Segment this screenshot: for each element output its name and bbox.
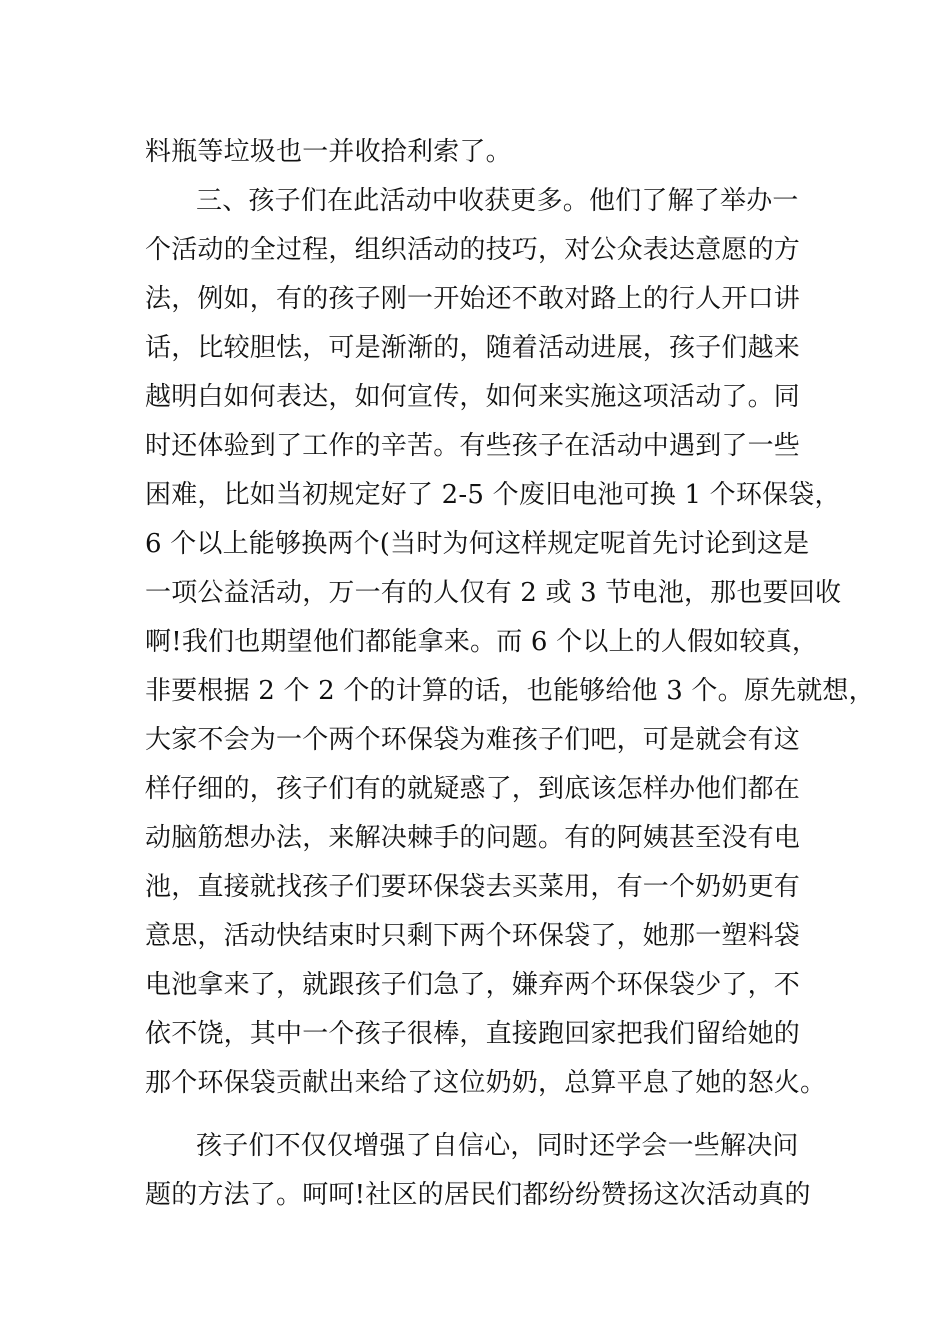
text-line: 样仔细的，孩子们有的就疑惑了，到底该怎样办他们都在 [145,774,801,804]
text-line: 电池拿来了，就跟孩子们急了，嫌弃两个环保袋少了，不 [145,970,801,1000]
text-line: 个活动的全过程，组织活动的技巧，对公众表达意愿的方 [145,235,801,265]
text-line: 一项公益活动，万一有的人仅有 2 或 3 节电池，那也要回收 [145,578,842,608]
text-line: 大家不会为一个两个环保袋为难孩子们吧，可是就会有这 [145,725,801,755]
text-line: 那个环保袋贡献出来给了这位奶奶，总算平息了她的怒火。 [145,1068,827,1098]
text-line: 意思，活动快结束时只剩下两个环保袋了，她那一塑料袋 [145,921,801,951]
text-line: 话，比较胆怯，可是渐渐的，随着活动进展，孩子们越来 [145,333,801,363]
paragraph-start-line: 孩子们不仅仅增强了自信心，同时还学会一些解决问 [196,1131,799,1161]
text-line: 依不饶，其中一个孩子很棒，直接跑回家把我们留给她的 [145,1019,801,1049]
text-line: 动脑筋想办法，来解决棘手的问题。有的阿姨甚至没有电 [145,823,801,853]
text-line: 法，例如，有的孩子刚一开始还不敢对路上的行人开口讲 [145,284,801,314]
text-line: 啊!我们也期望他们都能拿来。而 6 个以上的人假如较真， [145,627,819,657]
text-line: 时还体验到了工作的辛苦。有些孩子在活动中遇到了一些 [145,431,801,461]
text-line: 困难，比如当初规定好了 2-5 个废旧电池可换 1 个环保袋， [145,480,841,510]
text-line: 6 个以上能够换两个(当时为何这样规定呢首先讨论到这是 [145,529,810,559]
text-line: 料瓶等垃圾也一并收拾利索了。 [145,137,512,167]
text-line: 池，直接就找孩子们要环保袋去买菜用，有一个奶奶更有 [145,872,801,902]
text-line: 越明白如何表达，如何宣传，如何来实施这项活动了。同 [145,382,801,412]
text-line: 题的方法了。呵呵!社区的居民们都纷纷赞扬这次活动真的 [145,1180,811,1210]
text-line: 非要根据 2 个 2 个的计算的话，也能够给他 3 个。原先就想， [145,676,875,706]
paragraph-start-line: 三、孩子们在此活动中收获更多。他们了解了举办一 [196,186,799,216]
